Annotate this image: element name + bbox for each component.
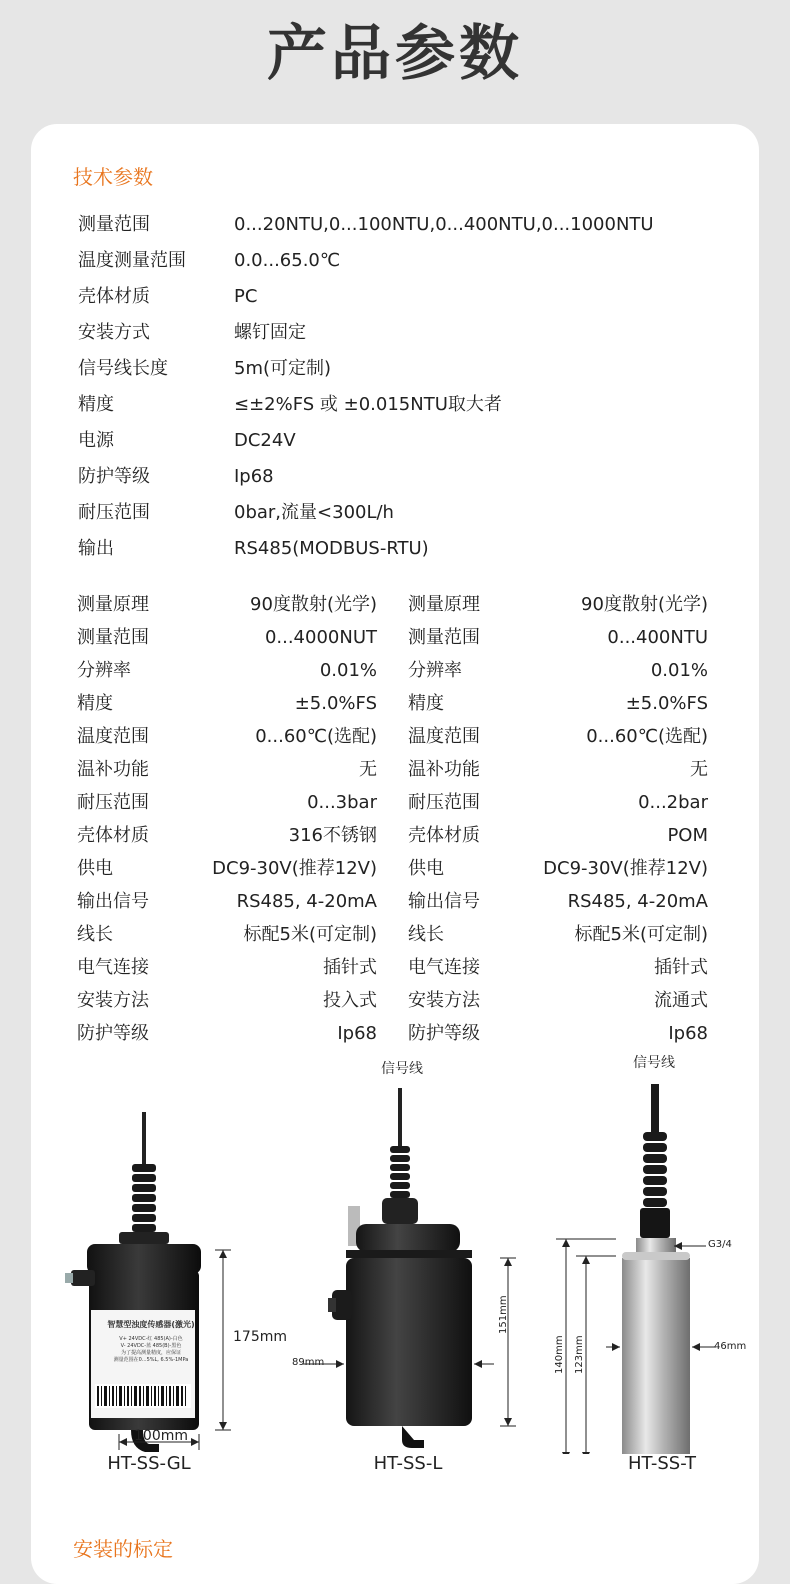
compare-key: 供电 <box>77 858 113 879</box>
compare-value: 0.01% <box>319 660 377 681</box>
dim-height-label: 175mm <box>233 1329 287 1345</box>
compare-value: 90度散射(光学) <box>250 594 377 615</box>
compare-row <box>408 790 708 823</box>
sensor-label-line: 测量范围在0...5%L, 6.5%-1MPa <box>113 1357 189 1363</box>
compare-value: 316不锈钢 <box>288 825 377 846</box>
compare-row <box>77 889 377 922</box>
spec-key: 测量范围 <box>78 214 150 235</box>
product-ht-ss-t <box>536 1055 776 1494</box>
compare-key: 精度 <box>408 693 444 714</box>
compare-row <box>77 790 377 823</box>
compare-key: 测量原理 <box>77 594 149 615</box>
spec-value: 0...20NTU,0...100NTU,0...400NTU,0...1000NTU <box>234 214 654 235</box>
compare-row <box>408 658 708 691</box>
thread-label: G3/4 <box>708 1239 732 1250</box>
compare-row <box>408 724 708 757</box>
compare-table-right <box>408 592 708 1054</box>
compare-value: ±5.0%FS <box>294 693 377 714</box>
compare-value: RS485, 4-20mA <box>236 891 377 912</box>
compare-key: 电气连接 <box>77 957 149 978</box>
compare-value: DC9-30V(推荐12V) <box>212 858 377 879</box>
dim-width-label: 100mm <box>134 1428 188 1444</box>
compare-value: 流通式 <box>654 990 708 1011</box>
spec-key: 电源 <box>78 430 114 451</box>
sensor-label-line: V- 24VDC-蓝 485(B)-黑色 <box>120 1343 182 1349</box>
compare-value: 无 <box>690 759 708 780</box>
compare-value: DC9-30V(推荐12V) <box>543 858 708 879</box>
sensor-l-drawing <box>284 1084 524 1454</box>
spec-value: RS485(MODBUS-RTU) <box>234 538 429 559</box>
compare-row <box>77 955 377 988</box>
compare-row <box>77 658 377 691</box>
compare-key: 线长 <box>408 924 444 945</box>
compare-value: 0.01% <box>650 660 708 681</box>
compare-key: 测量范围 <box>77 627 149 648</box>
compare-row <box>77 823 377 856</box>
compare-key: 防护等级 <box>77 1023 149 1044</box>
spec-value: 螺钉固定 <box>234 322 306 343</box>
compare-row <box>77 1021 377 1054</box>
spec-value: ≤±2%FS 或 ±0.015NTU取大者 <box>234 394 502 415</box>
compare-row <box>408 988 708 1021</box>
compare-value: 0...400NTU <box>607 627 708 648</box>
compare-key: 防护等级 <box>408 1023 480 1044</box>
compare-value: 0...2bar <box>638 792 708 813</box>
compare-row <box>77 592 377 625</box>
compare-table-left <box>77 592 377 1054</box>
dim-total-label: 140mm <box>554 1335 565 1374</box>
model-name: HT-SS-T <box>627 1453 697 1474</box>
compare-key: 分辨率 <box>408 660 462 681</box>
spec-value: PC <box>234 286 258 307</box>
compare-value: 90度散射(光学) <box>581 594 708 615</box>
spec-value: Ip68 <box>234 466 274 487</box>
sensor-gl-drawing <box>23 1084 263 1454</box>
compare-row <box>77 988 377 1021</box>
compare-value: Ip68 <box>337 1023 377 1044</box>
compare-key: 测量范围 <box>408 627 480 648</box>
sensor-label-title: 智慧型浊度传感器(激光) <box>107 1320 195 1329</box>
product-ht-ss-gl <box>23 1084 287 1494</box>
dim-width-label: 89mm <box>292 1357 325 1368</box>
compare-value: 标配5米(可定制) <box>243 924 377 945</box>
compare-value: 插针式 <box>654 957 708 978</box>
spec-value: DC24V <box>234 430 296 451</box>
compare-key: 测量原理 <box>408 594 480 615</box>
spec-value: 0.0...65.0℃ <box>234 250 341 271</box>
compare-value: 0...60℃(选配) <box>586 726 708 747</box>
compare-key: 耐压范围 <box>77 792 149 813</box>
sensor-t-drawing <box>536 1084 776 1454</box>
compare-key: 输出信号 <box>408 891 480 912</box>
compare-value: ±5.0%FS <box>625 693 708 714</box>
compare-key: 线长 <box>77 924 113 945</box>
compare-key: 温补功能 <box>408 759 480 780</box>
compare-value: Ip68 <box>668 1023 708 1044</box>
spec-key: 温度测量范围 <box>78 250 186 271</box>
compare-value: 0...60℃(选配) <box>255 726 377 747</box>
compare-key: 安装方法 <box>77 990 149 1011</box>
compare-row <box>77 856 377 889</box>
compare-row <box>77 691 377 724</box>
sensor-label-line: 为了提高测量精度，应保证 <box>120 1350 181 1356</box>
compare-value: 无 <box>359 759 377 780</box>
compare-value: 标配5米(可定制) <box>574 924 708 945</box>
compare-row <box>408 1021 708 1054</box>
compare-row <box>408 625 708 658</box>
compare-key: 温补功能 <box>77 759 149 780</box>
compare-value: 0...3bar <box>307 792 377 813</box>
spec-key: 防护等级 <box>78 466 150 487</box>
compare-value: 0...4000NUT <box>264 627 377 648</box>
compare-key: 温度范围 <box>77 726 149 747</box>
spec-value: 5m(可定制) <box>234 358 332 379</box>
cable-label: 信号线 <box>633 1055 675 1071</box>
compare-key: 壳体材质 <box>408 825 480 846</box>
product-ht-ss-l <box>284 1061 524 1494</box>
compare-row <box>77 625 377 658</box>
sensor-label <box>104 1320 198 1364</box>
spec-key: 安装方式 <box>78 322 150 343</box>
dim-body-label: 123mm <box>574 1335 585 1374</box>
cable-label: 信号线 <box>381 1061 423 1077</box>
compare-key: 精度 <box>77 693 113 714</box>
spec-key: 信号线长度 <box>78 358 168 379</box>
compare-row <box>77 922 377 955</box>
compare-key: 输出信号 <box>77 891 149 912</box>
compare-row <box>408 757 708 790</box>
spec-key: 壳体材质 <box>78 286 150 307</box>
compare-key: 供电 <box>408 858 444 879</box>
compare-value: 插针式 <box>323 957 377 978</box>
compare-row <box>408 955 708 988</box>
dim-height-label: 151mm <box>498 1295 509 1334</box>
tech-section-title: 技术参数 <box>73 165 153 189</box>
spec-card <box>31 124 759 1584</box>
spec-value: 0bar,流量<300L/h <box>234 502 394 523</box>
compare-key: 耐压范围 <box>408 792 480 813</box>
compare-row <box>77 724 377 757</box>
compare-row <box>408 592 708 625</box>
compare-row <box>408 922 708 955</box>
model-name: HT-SS-L <box>373 1453 443 1474</box>
spec-key: 输出 <box>78 538 114 559</box>
model-name: HT-SS-GL <box>107 1453 191 1474</box>
dim-dia-label: 46mm <box>714 1341 747 1352</box>
page-title: 产品参数 <box>267 19 523 89</box>
compare-key: 分辨率 <box>77 660 131 681</box>
compare-key: 安装方法 <box>408 990 480 1011</box>
compare-value: RS485, 4-20mA <box>567 891 708 912</box>
compare-value: 投入式 <box>323 990 377 1011</box>
sensor-label-line: V+ 24VDC-红 485(A)-白色 <box>119 1336 183 1342</box>
compare-value: POM <box>667 825 708 846</box>
compare-row <box>408 691 708 724</box>
compare-row <box>408 823 708 856</box>
compare-key: 壳体材质 <box>77 825 149 846</box>
compare-key: 电气连接 <box>408 957 480 978</box>
compare-row <box>408 889 708 922</box>
compare-row <box>77 757 377 790</box>
compare-key: 温度范围 <box>408 726 480 747</box>
compare-row <box>408 856 708 889</box>
spec-key: 精度 <box>78 394 114 415</box>
spec-key: 耐压范围 <box>78 502 150 523</box>
next-section-title: 安装的标定 <box>73 1537 173 1561</box>
